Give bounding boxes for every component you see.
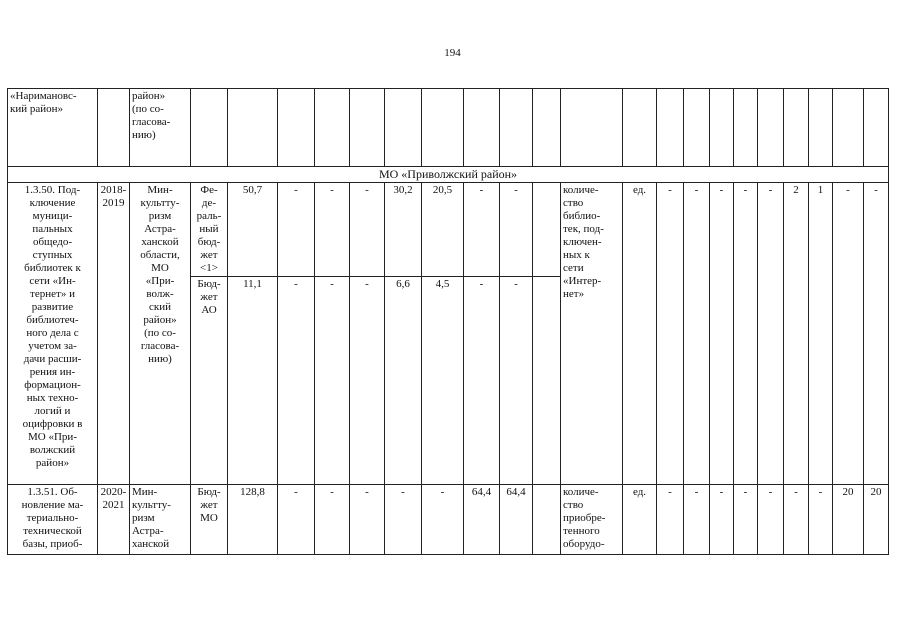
- value-cell: -: [422, 485, 464, 555]
- target-cell: 20: [833, 485, 864, 555]
- value-cell: -: [350, 277, 385, 485]
- unit-cell: ед.: [623, 485, 657, 555]
- value-cell: -: [278, 183, 315, 277]
- target-cell: -: [710, 183, 734, 485]
- target-cell: -: [684, 485, 710, 555]
- value-cell: 20,5: [422, 183, 464, 277]
- target-cell: 1: [809, 183, 833, 485]
- value-cell: 64,4: [464, 485, 500, 555]
- target-cell: -: [710, 485, 734, 555]
- gap-cell: [533, 485, 561, 555]
- target-cell: -: [809, 485, 833, 555]
- table-row: [8, 485, 889, 555]
- value-cell: -: [464, 277, 500, 485]
- value-cell: 30,2: [385, 183, 422, 277]
- target-cell: -: [758, 183, 784, 485]
- value-cell: -: [315, 277, 350, 485]
- value-cell: 4,5: [422, 277, 464, 485]
- value-cell: -: [350, 183, 385, 277]
- section-row: [8, 167, 889, 183]
- source-federal-budget: Фе- де- раль- ный бюд- жет <1>: [191, 183, 228, 277]
- unit-cell: ед.: [623, 183, 657, 485]
- value-cell: -: [500, 183, 533, 277]
- item-1351-years: 2020- 2021: [98, 485, 130, 555]
- target-cell: -: [784, 485, 809, 555]
- target-cell: 20: [864, 485, 889, 555]
- value-cell: -: [350, 485, 385, 555]
- source-regional-budget: Бюд- жет АО: [191, 277, 228, 485]
- continuation-row: [8, 89, 889, 167]
- item-1351-executor: Мин- культту- ризм Астра- ханской: [130, 485, 191, 555]
- item-1350-name: 1.3.50. Под- ключение муници- пальных общедо- ступных библиотек к сети «Ин- тернет» и развитие библиотеч- ного дела с учетом за- дачи расши- рения ин- формацион- ных техно- логий и оцифровки в МО «При- волжский район»: [8, 183, 98, 485]
- item-1351-indicator: количе- ство приобре- тенного оборудо-: [561, 485, 623, 555]
- page-number: 194: [444, 47, 461, 59]
- source-municipal-budget: Бюд- жет МО: [191, 485, 228, 555]
- total-cell: 128,8: [228, 485, 278, 555]
- program-table: [7, 88, 889, 555]
- table-row: [8, 183, 889, 277]
- target-cell: -: [734, 183, 758, 485]
- target-cell: -: [684, 183, 710, 485]
- cell-executor-continued: район» (по со- гласова- нию): [130, 89, 191, 167]
- value-cell: -: [315, 183, 350, 277]
- value-cell: 6,6: [385, 277, 422, 485]
- item-1350-years: 2018- 2019: [98, 183, 130, 485]
- item-1351-name: 1.3.51. Об- новление ма- териально- технической базы, приоб-: [8, 485, 98, 555]
- section-title: МО «Приволжский район»: [8, 167, 889, 183]
- value-cell: -: [385, 485, 422, 555]
- target-cell: -: [758, 485, 784, 555]
- gap-cell: [533, 277, 561, 485]
- total-cell: 50,7: [228, 183, 278, 277]
- value-cell: -: [500, 277, 533, 485]
- value-cell: -: [278, 277, 315, 485]
- value-cell: 64,4: [500, 485, 533, 555]
- target-cell: 2: [784, 183, 809, 485]
- target-cell: -: [864, 183, 889, 485]
- item-1350-indicator: количе- ство библио- тек, под- ключен- ных к сети «Интер- нет»: [561, 183, 623, 485]
- value-cell: -: [278, 485, 315, 555]
- total-cell: 11,1: [228, 277, 278, 485]
- cell-name-continued: «Наримановс- кий район»: [8, 89, 98, 167]
- target-cell: -: [734, 485, 758, 555]
- item-1350-executor: Мин- культту- ризм Астра- ханской области, МО «При- волж- ский район» (по со- гласова- нию): [130, 183, 191, 485]
- value-cell: -: [464, 183, 500, 277]
- cell-years-continued: [98, 89, 130, 167]
- target-cell: -: [833, 183, 864, 485]
- gap-cell: [533, 183, 561, 277]
- target-cell: -: [657, 485, 684, 555]
- value-cell: -: [315, 485, 350, 555]
- target-cell: -: [657, 183, 684, 485]
